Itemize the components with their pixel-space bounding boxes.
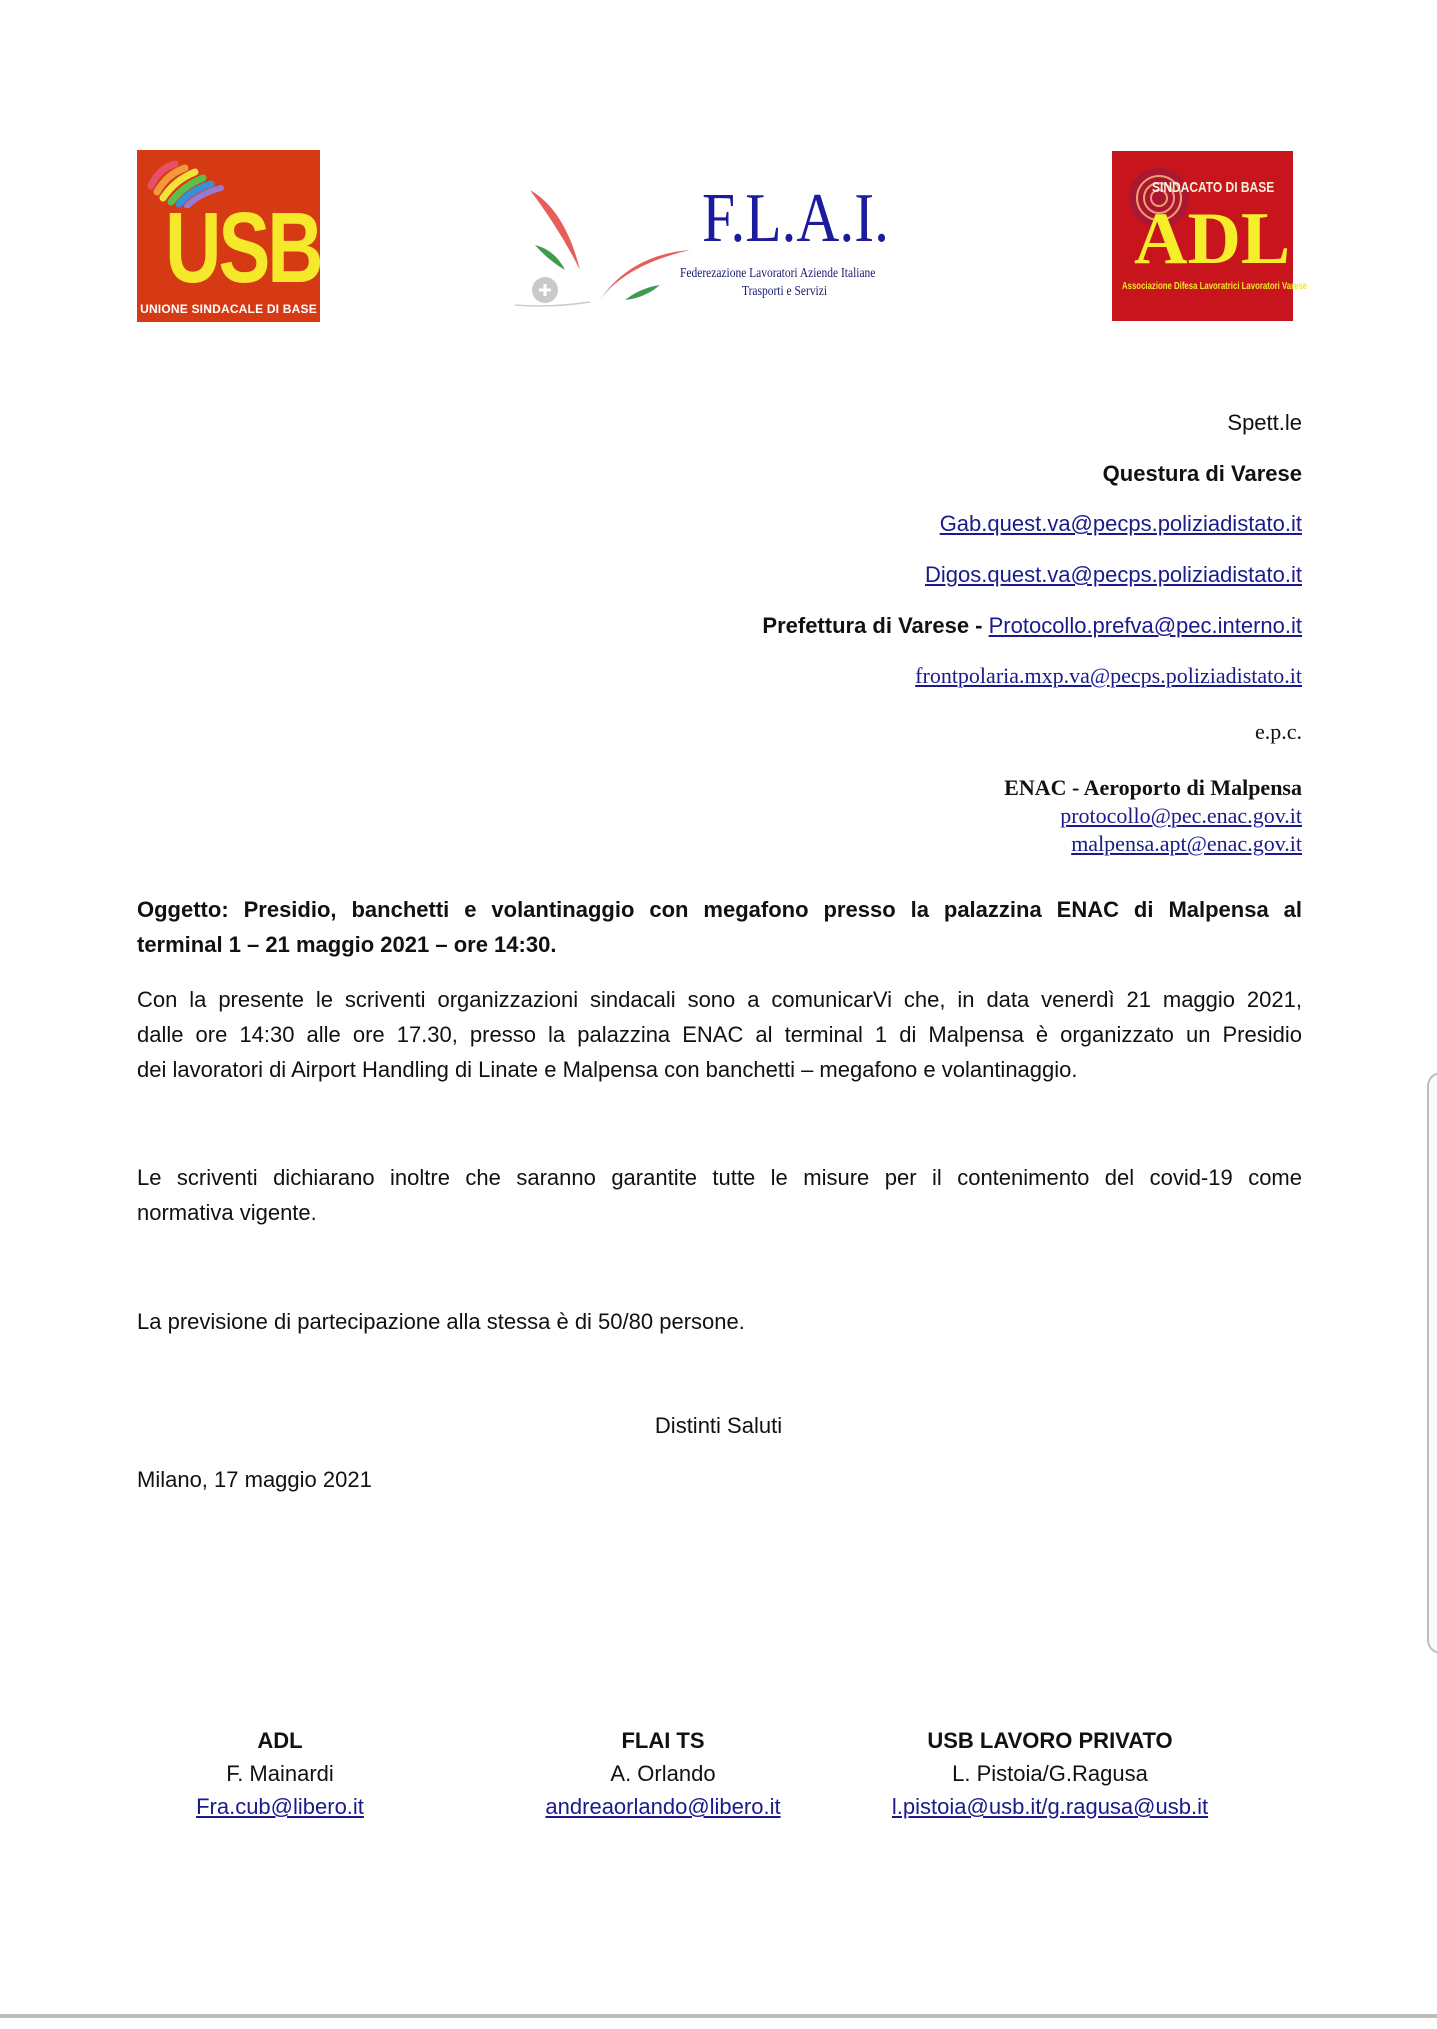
salutation: Spett.le bbox=[1227, 410, 1302, 435]
signature-org: FLAI TS bbox=[621, 1728, 705, 1753]
body-paragraph-2-line-1: Le scriventi dichiarano inoltre che saranno garantite tutte le misure per il contenimento del covid-19 come bbox=[137, 1165, 1302, 1190]
page-bottom-divider bbox=[0, 2014, 1437, 2018]
email-link[interactable]: Fra.cub@libero.it bbox=[196, 1794, 364, 1819]
questura-email-1-line bbox=[940, 511, 1302, 537]
adl-logo-top: SINDACATO DI BASE bbox=[1152, 179, 1275, 196]
signature-adl bbox=[130, 1724, 430, 1823]
body-paragraph-1-line-2: dalle ore 14:30 alle ore 17.30, presso la palazzina ENAC al terminal 1 di Malpensa è organizzato un Presidio bbox=[137, 1022, 1302, 1047]
flai-logo-text: F.L.A.I. bbox=[702, 180, 889, 257]
email-link[interactable]: malpensa.apt@enac.gov.it bbox=[1071, 831, 1302, 856]
email-link[interactable]: protocollo@pec.enac.gov.it bbox=[1060, 803, 1302, 828]
body-paragraph-1-line-3: dei lavoratori di Airport Handling di Linate e Malpensa con banchetti – megafono e volantinaggio. bbox=[137, 1057, 1078, 1082]
signature-name: F. Mainardi bbox=[226, 1761, 334, 1786]
epc-label: e.p.c. bbox=[1254, 719, 1302, 744]
email-link[interactable]: Gab.quest.va@pecps.poliziadistato.it bbox=[939, 511, 1302, 536]
subject-line-1: Oggetto: Presidio, banchetti e volantinaggio con megafono presso la palazzina ENAC di Malpensa al bbox=[137, 897, 1302, 922]
body-paragraph-2-line-2: normativa vigente. bbox=[137, 1200, 317, 1225]
adl-logo-subtitle: Associazione Difesa Lavoratrici Lavoratori Varese bbox=[1122, 281, 1308, 292]
body-paragraph-1-line-1: Con la presente le scriventi organizzazioni sindacali sono a comunicarVi che, in data venerdì 21 maggio 2021, bbox=[137, 987, 1302, 1012]
signature-org: USB LAVORO PRIVATO bbox=[927, 1728, 1173, 1753]
flai-wings-icon bbox=[510, 180, 710, 315]
flai-logo-subtitle-2: Trasporti e Servizi bbox=[742, 284, 828, 299]
side-panel-handle[interactable] bbox=[1427, 1072, 1437, 1654]
adl-logo-text: ADL bbox=[1134, 198, 1291, 280]
usb-logo-subtitle: UNIONE SINDACALE DI BASE bbox=[140, 302, 317, 316]
flai-logo-subtitle: Federezazione Lavoratori Aziende Italiane bbox=[680, 266, 876, 281]
signature-name: A. Orlando bbox=[610, 1761, 716, 1786]
body-paragraph-3: La previsione di partecipazione alla stessa è di 50/80 persone. bbox=[137, 1309, 745, 1334]
enac-email-2-line bbox=[1071, 831, 1302, 857]
email-link[interactable]: Protocollo.prefva@pec.interno.it bbox=[988, 613, 1302, 638]
recipient-prefettura: Prefettura di Varese - bbox=[762, 613, 989, 638]
subject-line-2: terminal 1 – 21 maggio 2021 – ore 14:30. bbox=[137, 932, 557, 957]
usb-logo bbox=[137, 150, 320, 322]
closing: Distinti Saluti bbox=[654, 1413, 783, 1438]
flai-logo bbox=[510, 180, 910, 315]
signature-org: ADL bbox=[257, 1728, 303, 1753]
signature-name: L. Pistoia/G.Ragusa bbox=[952, 1761, 1148, 1786]
recipient-questura: Questura di Varese bbox=[1102, 461, 1302, 486]
enac-email-1-line bbox=[1060, 803, 1302, 829]
email-link[interactable]: Digos.quest.va@pecps.poliziadistato.it bbox=[925, 562, 1302, 587]
prefettura-line bbox=[762, 613, 1302, 639]
email-link[interactable]: l.pistoia@usb.it/g.ragusa@usb.it bbox=[891, 1794, 1209, 1819]
signature-flai bbox=[513, 1724, 813, 1823]
polaria-email-line bbox=[915, 663, 1302, 689]
adl-logo bbox=[1112, 151, 1308, 321]
email-link[interactable]: andreaorlando@libero.it bbox=[545, 1794, 781, 1819]
recipient-enac: ENAC - Aeroporto di Malpensa bbox=[1004, 775, 1302, 800]
signature-usb bbox=[870, 1724, 1230, 1823]
usb-logo-text: USB bbox=[165, 192, 321, 304]
email-link[interactable]: frontpolaria.mxp.va@pecps.poliziadistato.it bbox=[915, 663, 1302, 688]
place-date: Milano, 17 maggio 2021 bbox=[137, 1467, 372, 1492]
questura-email-2-line bbox=[925, 562, 1302, 588]
